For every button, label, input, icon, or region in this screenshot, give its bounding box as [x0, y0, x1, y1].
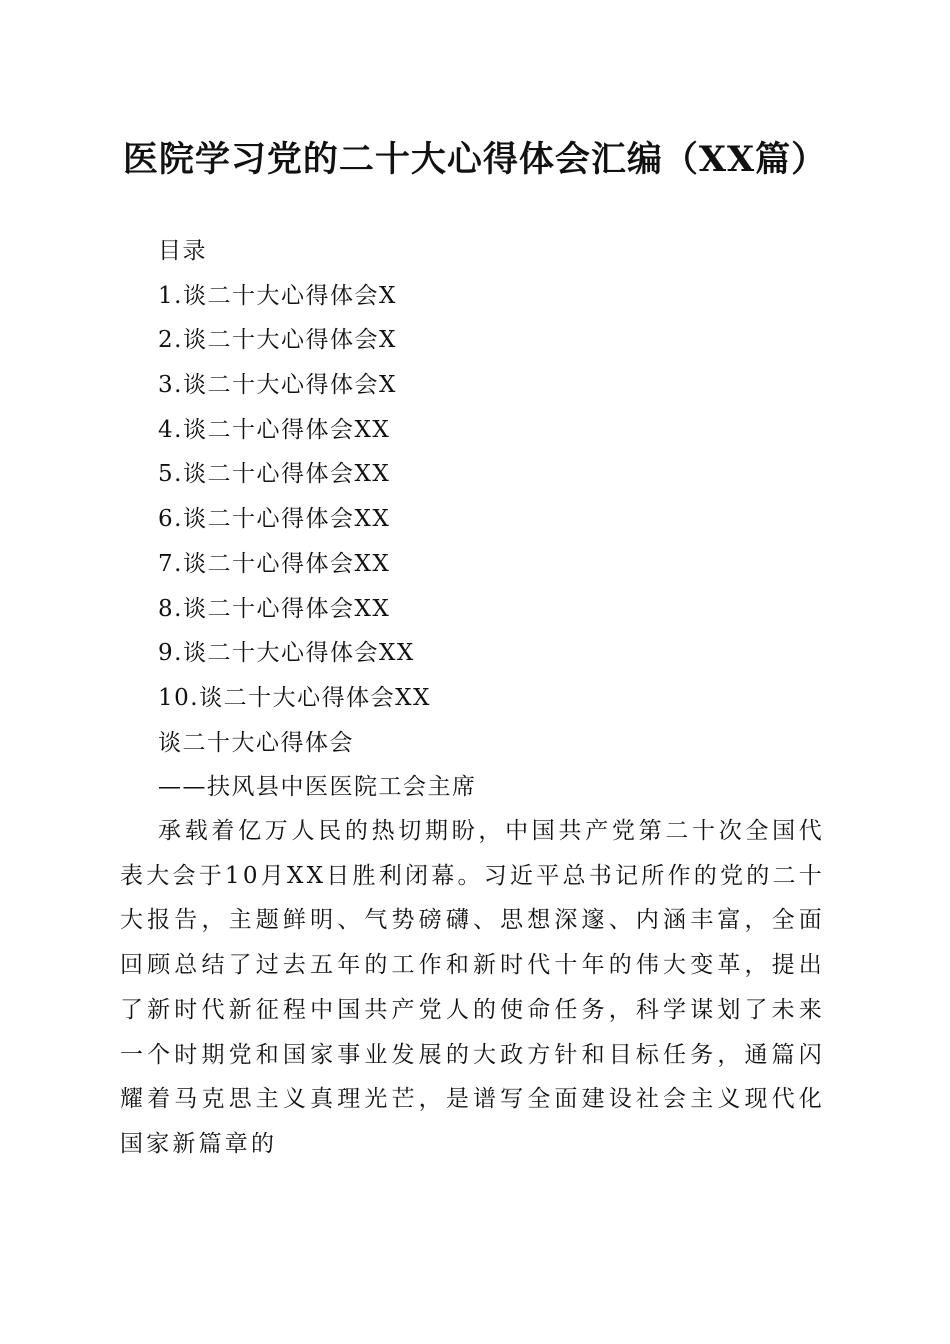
toc-item: 5.谈二十心得体会XX: [158, 461, 391, 488]
toc-item: 9.谈二十大心得体会XX: [158, 640, 415, 667]
table-of-contents: [158, 229, 838, 810]
toc-item: 6.谈二十心得体会XX: [158, 506, 391, 533]
toc-item: 4.谈二十心得体会XX: [158, 416, 391, 443]
toc-item: 3.谈二十大心得体会X: [158, 372, 397, 399]
toc-item: 7.谈二十心得体会XX: [158, 550, 391, 577]
toc-item: 1.谈二十大心得体会X: [158, 282, 397, 309]
toc-item: 2.谈二十大心得体会X: [158, 327, 397, 354]
toc-item: 8.谈二十心得体会XX: [158, 595, 391, 622]
toc-item: 10.谈二十大心得体会XX: [158, 684, 431, 711]
article-title: 谈二十大心得体会: [158, 729, 354, 756]
document-title: 医院学习党的二十大心得体会汇编（XX篇）: [122, 139, 828, 180]
article-author: ——扶风县中医医院工会主席: [158, 774, 477, 801]
toc-heading: 目录: [158, 238, 207, 264]
body-paragraph: 承载着亿万人民的热切期盼，中国共产党第二十次全国代表大会于10月XX日胜利闭幕。习近平总书记所作的党的二十大报告，主题鲜明、气势磅礴、思想深邃、内涵丰富，全面回顾总结了过去五年的工作和新时代十年的伟大变革，提出了新时代新征程中国共产党人的使命任务，科学谋划了未来一个时期党和国家事业发展的大政方针和目标任务，通篇闪耀着马克思主义真理光芒，是谱写全面建设社会主义现代化国家新篇章的: [120, 818, 825, 1157]
